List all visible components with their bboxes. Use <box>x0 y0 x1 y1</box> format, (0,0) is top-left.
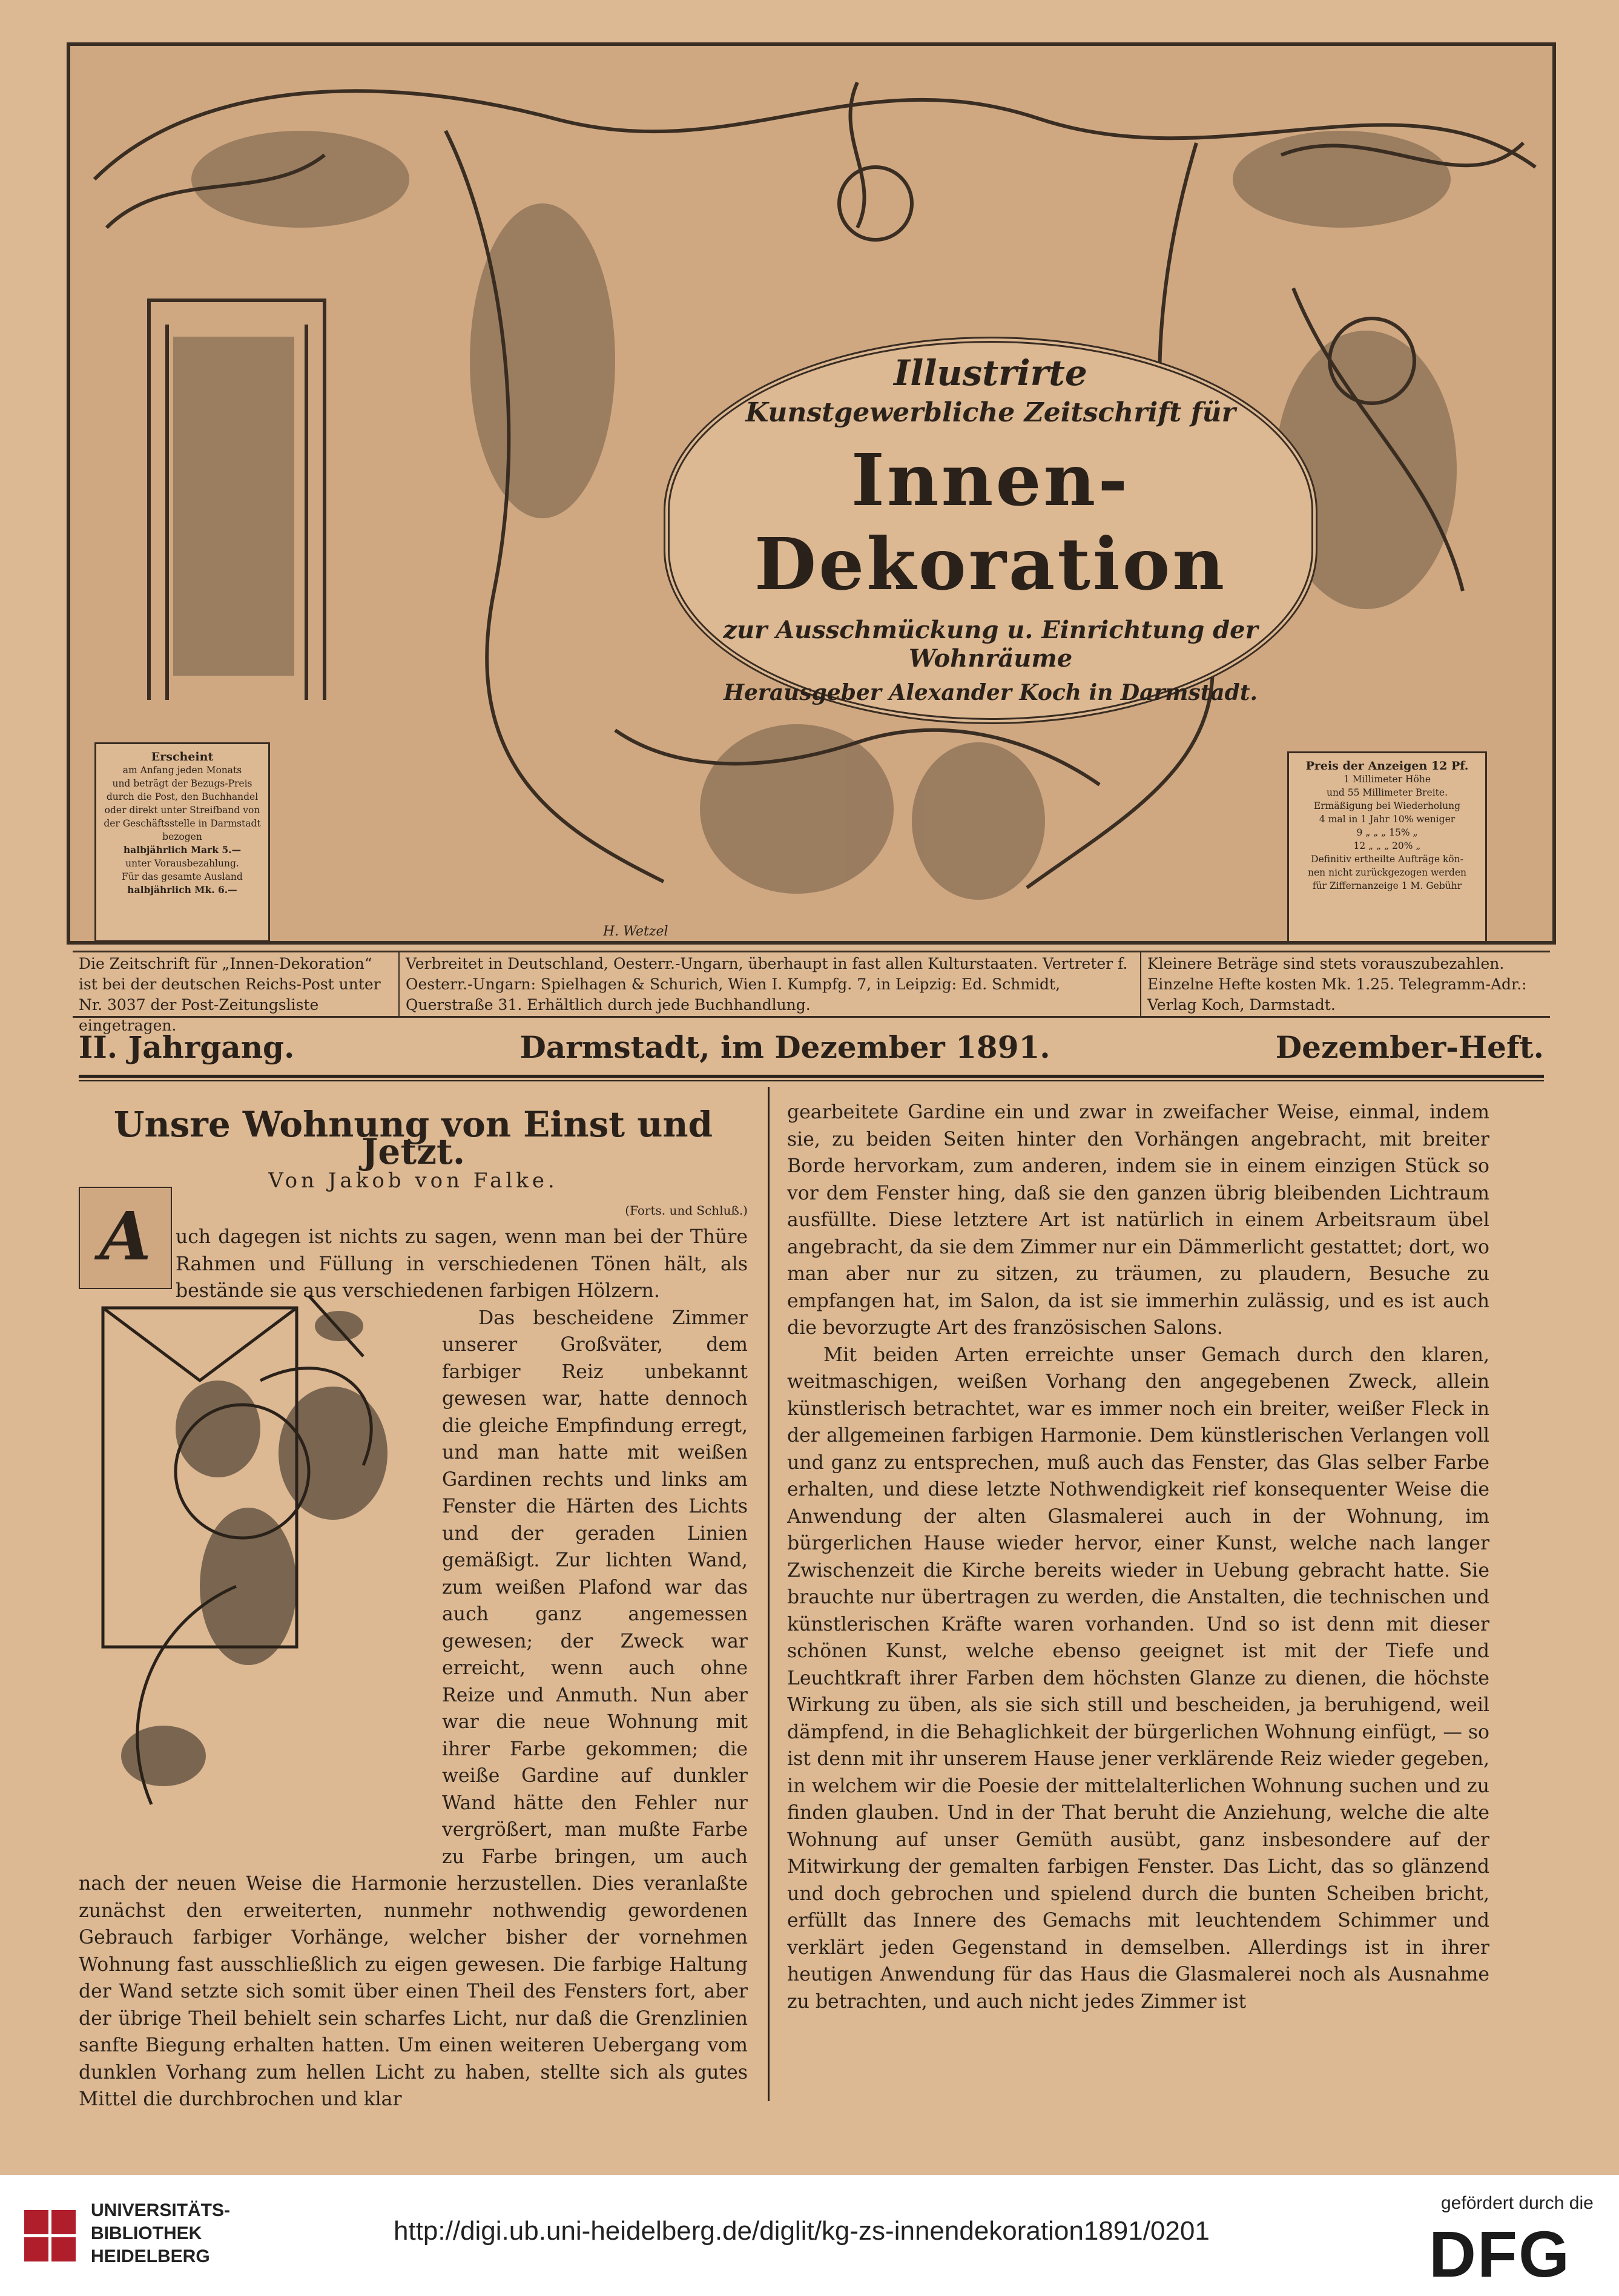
double-rule-thin <box>79 1080 1544 1081</box>
library-line: UNIVERSITÄTS- <box>91 2200 231 2220</box>
advert-price-line: 12 „ „ „ 20% „ <box>1353 840 1421 851</box>
library-line: BIBLIOTHEK <box>91 2223 202 2243</box>
source-url-link[interactable]: http://digi.ub.uni-heidelberg.de/diglit/kg-zs-innendekoration1891/0201 <box>394 2216 1210 2246</box>
article-author: Von Jakob von Falke. <box>268 1169 558 1193</box>
advert-price-line: 9 „ „ „ 15% „ <box>1356 827 1418 838</box>
subscription-line: und beträgt der Bezugs-Preis <box>112 778 252 789</box>
subscription-line: durch die Post, den Buchhandel <box>106 791 259 802</box>
advert-price-line: 1 Millimeter Höhe <box>1343 774 1431 785</box>
info-strip <box>73 951 1550 1034</box>
advert-price-line: Preis der Anzeigen 12 Pf. <box>1305 759 1469 773</box>
advert-price-line: 4 mal in 1 Jahr 10% weniger <box>1319 814 1456 825</box>
subscription-line: unter Vorausbezahlung. <box>125 858 239 869</box>
article-title: Unsre Wohnung von Einst und Jetzt. <box>113 1104 713 1172</box>
volume-label: II. Jahrgang. <box>79 1029 295 1065</box>
subscription-line: halbjährlich Mark 5.— <box>123 844 242 856</box>
funding-note: gefördert durch die <box>1441 2193 1594 2213</box>
masthead-line3: zur Ausschmückung u. Einrichtung der Wohnräume <box>723 615 1258 673</box>
continued-note: (Forts. und Schluß.) <box>625 1202 748 1218</box>
subscription-line: der Geschäftsstelle in Darmstadt <box>104 818 261 829</box>
masthead-title: Innen-Dekoration <box>754 437 1227 606</box>
masthead-line1: Illustrirte <box>894 352 1087 394</box>
masthead-illustration <box>67 42 1556 945</box>
university-seal-icon <box>24 2204 79 2265</box>
masthead-publisher: Herausgeber Alexander Koch in Darmstadt. <box>723 679 1258 705</box>
cupid-rose-illustration <box>79 1272 436 1819</box>
advert-price-line: nen nicht zurückgezogen werden <box>1308 867 1466 878</box>
column-divider <box>768 1087 770 2101</box>
left-paragraph-2: Das bescheidene Zimmer unserer Großväter, dem farbiger Reiz unbekannt gewesen war, hatte dennoch die gleiche Empfindung erregt, und man hatte mit weißen Gardinen rechts und links am Fenster die Härten des Lichts und der geraden Linien gemäßigt. Zur lichten Wand, zum weißen Plafond war das auch ganz angemessen gewesen; der Zweck war erreicht, wenn auch ohne Reize und Anmuth. Nun aber war die neue Wohnung mit ihrer Farbe gekommen; die weiße Gardine auf dunkler Wand hätte den Fehler nur vergrößert, man mußte Farbe zu Farbe bringen, um auch nach der neuen Weise die Harmonie herzustellen. Dies veranlaßte zunächst den erweiterten, nunmehr nothwendig gewordenen Gebrauch farbiger Vorhänge, welcher bisher der vornehmen Wohnung fast ausschließlich zu eigen gewesen. Die farbige Haltung der Wand setzte sich somit über einen Theil des Fensters fort, aber der übrige Theil behielt sein scharfes Licht, nur daß die Grenzlinien sanfte Biegung erhalten hatten. Um einen weiteren Uebergang vom dunklen Vorhang zum hellen Licht zu haben, stellte sich als gutes Mittel die durchbrochen und klar <box>79 1307 748 2110</box>
issue-date: Darmstadt, im Dezember 1891. <box>519 1029 1050 1065</box>
library-name <box>91 2199 230 2268</box>
info-prices: Kleinere Beträge sind stets vorauszubezahlen. Einzelne Hefte kosten Mk. 1.25. Telegramm-Adr.: Verlag Koch, Darmstadt. <box>1147 955 1527 1014</box>
issue-name: Dezember-Heft. <box>1275 1029 1544 1065</box>
info-postal: Die Zeitschrift für „Innen-Dekoration“ ist bei der deutschen Reichs-Post unter Nr. 3037 der Post-Zeitungsliste eingetragen. <box>73 952 400 1016</box>
title-cartouche <box>664 337 1317 724</box>
right-column <box>787 1099 1489 2015</box>
right-paragraph-1: gearbeitete Gardine ein und zwar in zweifacher Weise, einmal, indem sie, zu beiden Seiten hinter den Vorhängen angebracht, mit breiter Borde hervorkam, zum anderen, indem sie in einem einzigen Stück so vor dem Fenster hing, daß sie den ganzen übrig bleibenden Lichtraum ausfüllte. Diese letztere Art ist natürlich in einem Arbeitsraum übel angebracht, da sie dem Zimmer nur ein Dämmerlicht gestattet; dort, wo man aber nur zu sitzen, zu träumen, zu plaudern, Besuche zu empfangen hat, im Salon, da ist sie immerhin zulässig, und es ist auch die bevorzugte Art des französischen Salons. <box>787 1101 1489 1339</box>
left-paragraph-1: uch dagegen ist nichts zu sagen, wenn man bei der Thüre Rahmen und Füllung in verschiedenen Tönen hält, als bestände sie aus verschiedenen farbigen Hölzern. <box>176 1226 748 1302</box>
advert-price-line: und 55 Millimeter Breite. <box>1326 787 1448 798</box>
subscription-line: bezogen <box>162 831 202 842</box>
double-rule <box>79 1075 1544 1078</box>
subscription-line: oder direkt unter Streifband von <box>104 805 260 816</box>
advert-price-line: für Ziffernanzeige 1 M. Gebühr <box>1312 880 1462 891</box>
masthead-line2: Kunstgewerbliche Zeitschrift für <box>745 397 1236 428</box>
dfg-logo: DFG <box>1429 2217 1571 2291</box>
library-line: HEIDELBERG <box>91 2246 210 2266</box>
info-distribution: Verbreitet in Deutschland, Oesterr.-Ungarn, überhaupt in fast allen Kulturstaaten. Vertreter f. Oesterr.-Ungarn: Spielhagen & Schurich, Wien I. Kumpfg. 7, in Leipzig: Ed. Schmidt, Querstraße 31. Erhältlich durch jede Buchhandlung. <box>400 952 1141 1016</box>
advert-price-line: Definitiv ertheilte Aufträge kön- <box>1311 854 1463 865</box>
dateline <box>79 1029 1544 1065</box>
subscription-line: Für das gesamte Ausland <box>122 871 243 882</box>
subscription-line: halbjährlich Mk. 6.— <box>127 884 237 896</box>
subscription-box <box>94 742 270 942</box>
advert-price-line: Ermäßigung bei Wiederholung <box>1313 800 1461 811</box>
artist-signature: H. Wetzel <box>603 924 668 939</box>
subscription-line: Erscheint <box>151 750 214 764</box>
right-paragraph-2: Mit beiden Arten erreichte unser Gemach durch den klaren, weitmaschigen, weißen Vorhang den angegebenen Zweck, allein künstlerisch betrachtet, war es immer noch ein breiter, weißer Fleck in der allgemeinen farbigen Harmonie. Dem künstlerischen Verlangen voll und ganz zu entsprechen, muß auch das Fenster, das Glas selber Farbe erhalten, und diese letzte Nothwendigkeit rief konsequenter Weise die Anwendung der alten Glasmalerei auch in der Wohnung, im bürgerlichen Hause wieder hervor, einer Kunst, welche nach langer Zwischenzeit die Kirche bereits wieder in Uebung gebracht hatte. Sie brauchte nur übertragen zu werden, die Anstalten, die technischen und künstlerischen Kräfte waren vorhanden. Und so ist denn mit dieser schönen Kunst, welche ebenso geeignet ist mit der Tiefe und Leuchtkraft ihrer Farben dem höchsten Glanze zu dienen, die höchste Wirkung zu üben, als sie sich still und bescheiden, ja beruhigend, weil dämpfend, in die Behaglichkeit der bürgerlichen Wohnung einfügt, — so ist denn mit ihr unserem Hause jener verklärende Reiz wieder gegeben, in welchem wir die Poesie der mittelalterlichen Wohnung suchen und zu finden glauben. Und in der That beruht die Anziehung, welche die alte Wohnung auf unser Gemüth ausübt, ganz insbesondere auf der Mitwirkung der gemalten farbigen Fenster. Das Licht, das so glänzend und doch gebrochen und spielend durch die bunten Scheiben bricht, erfüllt das Innere des Gemachs mit leuchtendem Schimmer und verklärt jeden Gegenstand in demselben. Allerdings ist in ihrer heutigen Anwendung für das Haus die Glasmalerei noch als Ausnahme zu betrachten, und auch nicht jedes Zimmer ist <box>787 1344 1489 2013</box>
advert-price-box <box>1287 751 1487 945</box>
subscription-line: am Anfang jeden Monats <box>122 765 242 776</box>
drop-cap: A <box>79 1187 172 1289</box>
